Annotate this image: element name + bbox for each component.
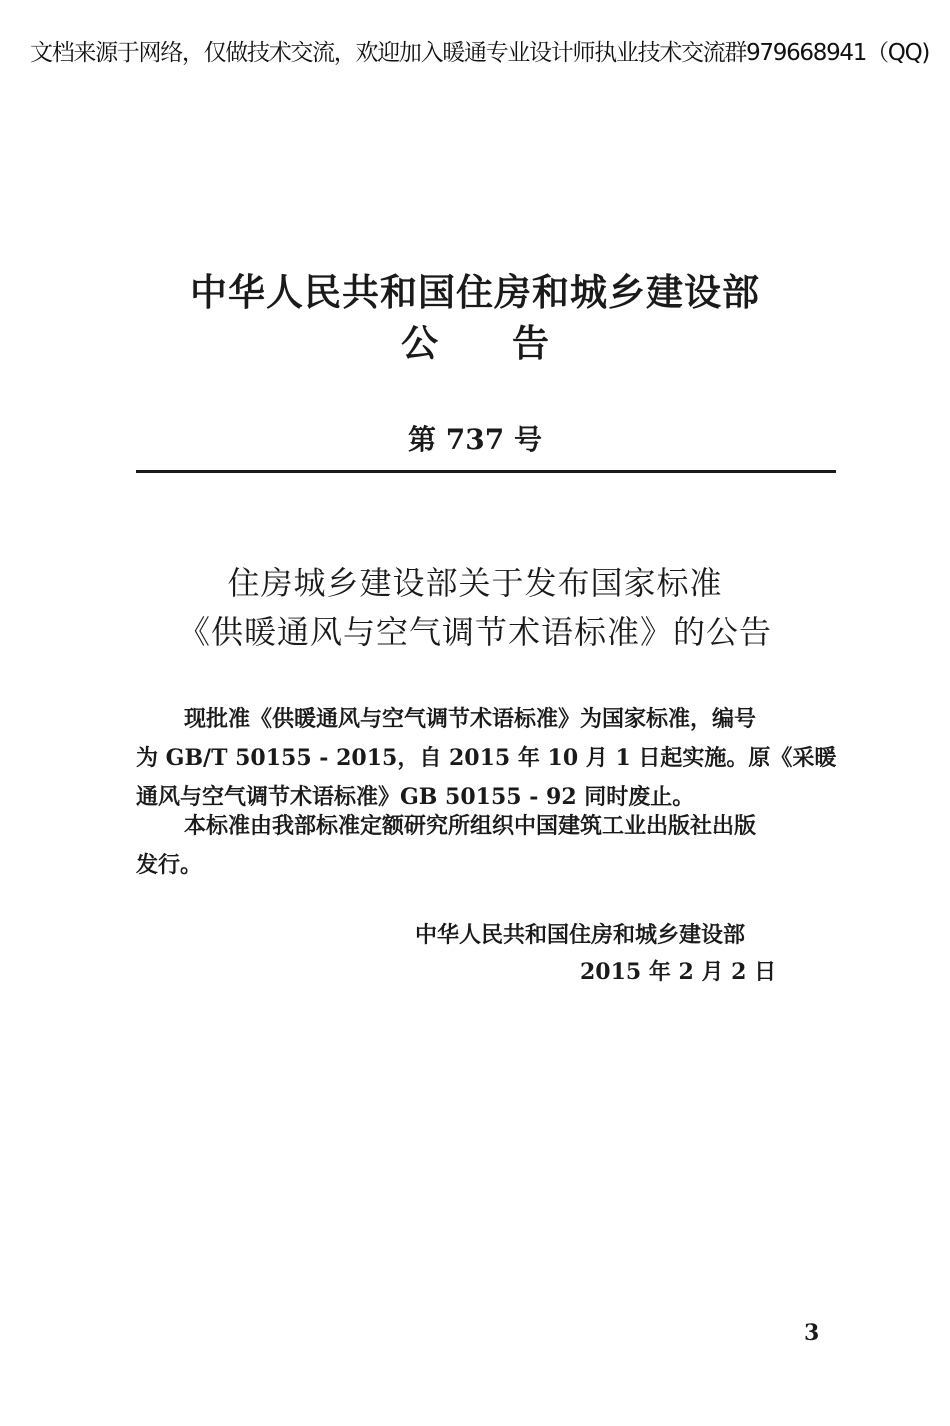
page-number: 3 [804, 1320, 820, 1346]
body-p1-line-2: 为 GB/T 50155 - 2015，自 2015 年 10 月 1 日起实施。原《采暖 [136, 745, 837, 771]
title-divider [136, 470, 836, 473]
body-paragraph-1 [136, 700, 838, 817]
body-p2-line-2: 发行。 [136, 852, 203, 878]
notice-number: 第 737 号 [408, 423, 542, 456]
notice-title: 公 告 [401, 321, 549, 365]
header-note: 文档来源于网络，仅做技术交流，欢迎加入暖通专业设计师执业技术交流群979668941（QQ) [30, 40, 930, 66]
body-p1-line-3: 通风与空气调节术语标准》GB 50155 - 92 同时废止。 [136, 784, 695, 810]
subject-line-2: 《供暖通风与空气调节术语标准》的公告 [177, 613, 772, 651]
body-paragraph-2 [136, 807, 838, 885]
body-p1-line-1: 现批准《供暖通风与空气调节术语标准》为国家标准，编号 [184, 706, 757, 732]
signature-issuer: 中华人民共和国住房和城乡建设部 [415, 922, 746, 948]
issuer-title: 中华人民共和国住房和城乡建设部 [190, 270, 760, 314]
body-p2-line-1: 本标准由我部标准定额研究所组织中国建筑工业出版社出版 [184, 813, 757, 839]
signature-date: 2015 年 2 月 2 日 [580, 959, 777, 985]
subject-line-1: 住房城乡建设部关于发布国家标准 [227, 564, 723, 602]
